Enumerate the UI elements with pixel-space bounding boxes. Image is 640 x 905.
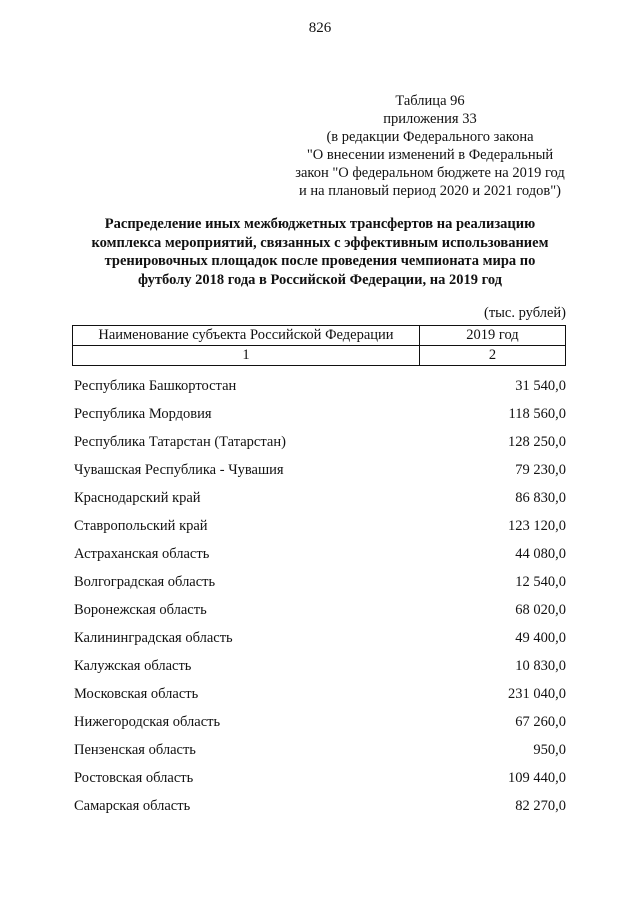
title-line: тренировочных площадок после проведения чемпионата мира по	[104, 253, 536, 269]
header-row	[73, 326, 566, 346]
amount-value: 950,0	[533, 742, 566, 758]
table-row	[74, 400, 566, 428]
table-row	[74, 680, 566, 708]
table-row	[74, 428, 566, 456]
title-line: комплекса мероприятий, связанных с эффективным использованием	[91, 234, 549, 251]
column-number-1: 1	[73, 346, 420, 366]
page-number: 826	[308, 20, 332, 36]
column-number-row	[73, 346, 566, 366]
annex-line: Таблица 96	[395, 93, 465, 109]
region-name: Самарская область	[74, 798, 191, 814]
amount-value: 109 440,0	[508, 770, 566, 786]
table-row	[74, 764, 566, 792]
units-label: (тыс. рублей)	[484, 305, 566, 321]
amount-value: 44 080,0	[515, 546, 566, 562]
region-name: Республика Татарстан (Татарстан)	[74, 434, 286, 450]
table-header	[72, 325, 566, 366]
title-line: Распределение иных межбюджетных трансфертов на реализацию	[104, 216, 536, 232]
amount-value: 12 540,0	[515, 574, 566, 590]
amount-value: 68 020,0	[515, 602, 566, 618]
amount-value: 118 560,0	[508, 406, 566, 422]
table-body	[74, 372, 566, 820]
table-row	[74, 708, 566, 736]
region-name: Московская область	[74, 686, 199, 702]
amount-value: 231 040,0	[508, 686, 566, 702]
annex-line: (в редакции Федерального закона	[326, 129, 534, 145]
region-name: Калининградская область	[74, 630, 233, 646]
table-row	[74, 652, 566, 680]
region-name: Краснодарский край	[74, 490, 201, 506]
table-row	[74, 736, 566, 764]
region-name: Республика Башкортостан	[74, 378, 237, 394]
amount-value: 79 230,0	[515, 462, 566, 478]
region-name: Пензенская область	[74, 742, 196, 758]
table-row	[74, 568, 566, 596]
table-row	[74, 456, 566, 484]
table-row	[74, 792, 566, 820]
amount-value: 49 400,0	[515, 630, 566, 646]
table-row	[74, 372, 566, 400]
amount-value: 86 830,0	[515, 490, 566, 506]
region-name: Нижегородская область	[74, 714, 221, 730]
amount-value: 82 270,0	[515, 798, 566, 814]
title-line: футболу 2018 года в Российской Федерации, на 2019 год	[137, 271, 502, 288]
annex-line: приложения 33	[383, 111, 477, 127]
amount-value: 128 250,0	[508, 434, 566, 450]
table-row	[74, 540, 566, 568]
amount-value: 10 830,0	[515, 658, 566, 674]
annex-line: "О внесении изменений в Федеральный	[306, 147, 554, 163]
table-row	[74, 624, 566, 652]
region-name: Чувашская Республика - Чувашия	[74, 462, 284, 478]
document-title	[60, 215, 580, 289]
header-region: Наименование субъекта Российской Федерации	[73, 326, 420, 346]
table-row	[74, 596, 566, 624]
annex-reference	[280, 92, 580, 200]
region-name: Воронежская область	[74, 602, 207, 618]
annex-line: закон "О федеральном бюджете на 2019 год	[295, 165, 565, 181]
region-name: Волгоградская область	[74, 574, 216, 590]
region-name: Калужская область	[74, 658, 192, 674]
table-row	[74, 512, 566, 540]
column-number-2: 2	[419, 346, 565, 366]
header-year: 2019 год	[419, 326, 565, 346]
region-name: Ростовская область	[74, 770, 194, 786]
region-name: Ставропольский край	[74, 518, 208, 534]
amount-value: 123 120,0	[508, 518, 566, 534]
region-name: Республика Мордовия	[74, 406, 212, 422]
annex-line: и на плановый период 2020 и 2021 годов")	[299, 183, 561, 199]
amount-value: 67 260,0	[515, 714, 566, 730]
table-row	[74, 484, 566, 512]
amount-value: 31 540,0	[515, 378, 566, 394]
region-name: Астраханская область	[74, 546, 210, 562]
